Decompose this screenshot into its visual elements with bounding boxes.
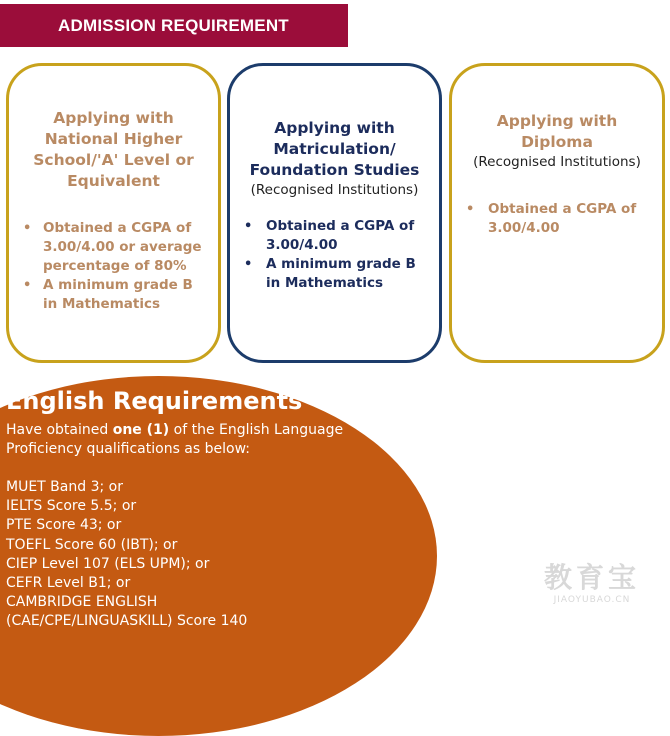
intro-text: Have obtained bbox=[6, 422, 113, 438]
requirement-line: Obtained a CGPA of bbox=[43, 220, 192, 236]
card-heading-line: Applying with bbox=[274, 119, 395, 137]
requirement-list bbox=[452, 200, 662, 238]
requirement-line: percentage of 80% bbox=[43, 258, 187, 274]
qualification-item: TOEFL Score 60 (IBT); or bbox=[6, 536, 178, 553]
english-requirements-title: English Requirements bbox=[6, 387, 303, 415]
bullet-icon: • bbox=[244, 219, 253, 234]
watermark-logo: 教育宝 bbox=[543, 561, 640, 594]
qualification-item: CIEP Level 107 (ELS UPM); or bbox=[6, 555, 210, 572]
requirement-line: A minimum grade B bbox=[43, 277, 193, 293]
qualification-item: PTE Score 43; or bbox=[6, 517, 122, 534]
bullet-icon: • bbox=[23, 278, 32, 293]
requirement-line: 3.00/4.00 bbox=[488, 220, 560, 236]
requirement-item bbox=[9, 276, 218, 314]
card-heading bbox=[452, 111, 662, 153]
card-heading-line: National Higher bbox=[44, 130, 183, 148]
bullet-icon: • bbox=[23, 221, 32, 236]
card-national-higher-school bbox=[6, 63, 221, 363]
bullet-icon: • bbox=[244, 257, 253, 272]
card-subtitle: (Recognised Institutions) bbox=[473, 154, 641, 170]
requirement-line: A minimum grade B bbox=[266, 256, 416, 272]
english-requirements-intro bbox=[6, 421, 356, 459]
requirement-item bbox=[230, 217, 439, 255]
requirement-list bbox=[9, 219, 218, 314]
card-diploma bbox=[449, 63, 665, 363]
card-matriculation-foundation bbox=[227, 63, 442, 363]
watermark bbox=[532, 562, 652, 606]
card-subtitle: (Recognised Institutions) bbox=[250, 182, 419, 198]
banner-title: ADMISSION REQUIREMENT bbox=[58, 15, 289, 35]
card-heading-line: Foundation Studies bbox=[249, 161, 420, 179]
requirement-line: 3.00/4.00 bbox=[266, 237, 338, 253]
requirement-line: Obtained a CGPA of bbox=[266, 218, 415, 234]
card-heading-line: School/'A' Level or bbox=[33, 151, 194, 169]
intro-emphasis: one (1) bbox=[112, 422, 170, 438]
card-heading-line: Applying with bbox=[496, 112, 618, 130]
card-heading-line: Diploma bbox=[521, 133, 593, 151]
watermark-url: JIAOYUBAO.CN bbox=[553, 595, 631, 605]
english-requirements-section bbox=[6, 383, 426, 632]
card-heading-line: Matriculation/ bbox=[273, 140, 396, 158]
bullet-icon: • bbox=[466, 202, 475, 217]
qualification-item: MUET Band 3; or bbox=[6, 479, 123, 495]
qualification-item: CEFR Level B1; or bbox=[6, 575, 131, 592]
requirement-line: in Mathematics bbox=[266, 275, 383, 291]
requirement-line: Obtained a CGPA of bbox=[488, 201, 637, 217]
card-heading-line: Equivalent bbox=[67, 172, 160, 190]
requirement-item bbox=[9, 219, 218, 276]
card-heading bbox=[9, 108, 218, 192]
intro-text: of the English Language Proficiency qualifications as below: bbox=[6, 422, 344, 457]
requirement-list bbox=[230, 217, 439, 293]
qualification-item: (CAE/CPE/LINGUASKILL) Score 140 bbox=[6, 613, 248, 630]
qualification-item: IELTS Score 5.5; or bbox=[6, 498, 137, 515]
requirement-line: in Mathematics bbox=[43, 296, 160, 312]
qualification-item: CAMBRIDGE ENGLISH bbox=[6, 594, 158, 611]
english-qualification-list bbox=[6, 478, 426, 632]
requirement-line: 3.00/4.00 or average bbox=[43, 239, 202, 255]
section-banner bbox=[0, 4, 348, 47]
card-heading-line: Applying with bbox=[53, 109, 174, 127]
requirement-item bbox=[452, 200, 662, 238]
card-heading bbox=[230, 118, 439, 181]
requirement-item bbox=[230, 255, 439, 293]
